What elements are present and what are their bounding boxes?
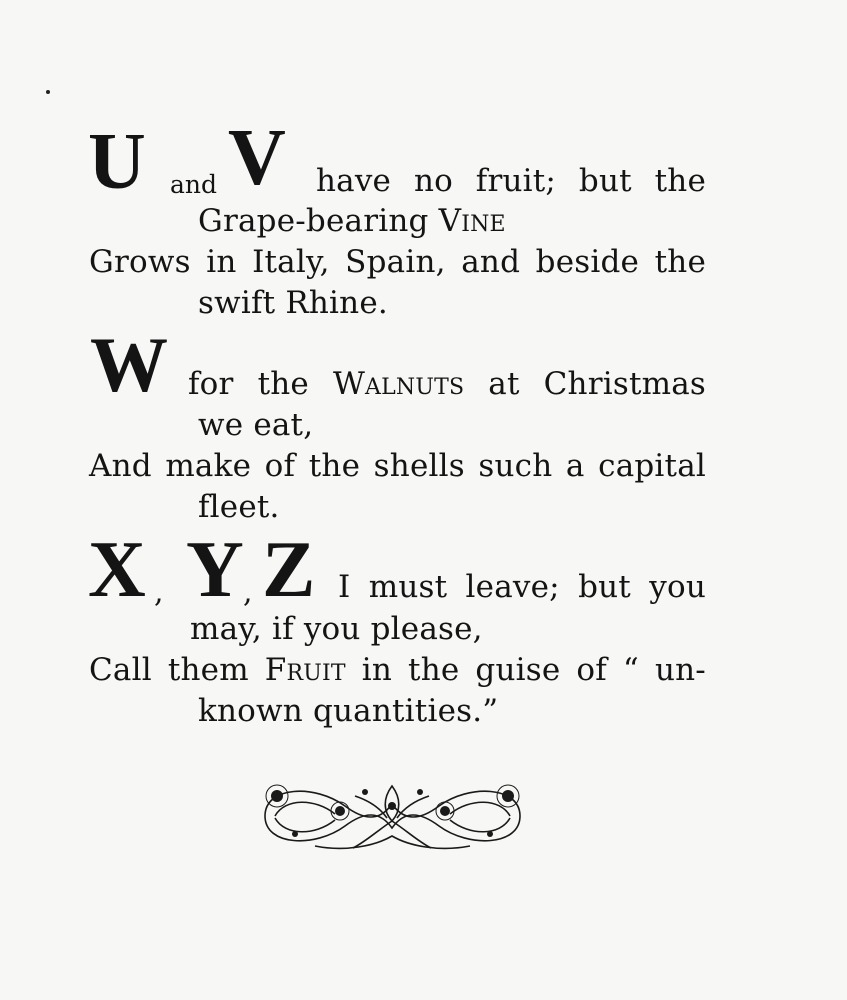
xyz-line-3 — [89, 652, 706, 688]
xyz-line-3-smallcaps: Fruit — [264, 652, 346, 688]
w-line-1 — [188, 366, 706, 402]
drop-letter-u: U — [88, 118, 146, 206]
drop-letter-y: Y — [186, 526, 244, 614]
w-line-2: we eat, — [198, 407, 314, 443]
xyz-line-3-pre: Call them — [89, 652, 249, 688]
joiner-and: and — [170, 170, 218, 199]
xyz-line-2: may, if you please, — [190, 611, 483, 647]
uv-line-2-smallcaps: Vine — [438, 203, 506, 239]
xyz-line-3-post: in the guise of “ un- — [361, 652, 706, 688]
uv-line-2-text: Grape-bearing — [198, 203, 429, 239]
comma-1: , — [154, 575, 164, 610]
w-line-1-pre: for the — [188, 366, 309, 402]
xyz-line-1: I must leave; but you — [338, 569, 706, 605]
w-line-1-post: at Christmas — [488, 366, 706, 402]
w-line-3: And make of the shells such a capital — [89, 448, 706, 484]
ink-speck — [46, 90, 50, 94]
drop-letter-x: X — [88, 526, 146, 614]
comma-2: , — [243, 575, 253, 610]
drop-letter-z: Z — [262, 526, 316, 614]
w-line-1-smallcaps: Walnuts — [332, 366, 465, 402]
uv-line-1: have no fruit; but the — [316, 163, 706, 199]
xyz-line-4: known quantities.” — [198, 693, 499, 729]
drop-letter-w: W — [90, 321, 168, 408]
drop-letter-v: V — [228, 114, 286, 202]
uv-line-4: swift Rhine. — [198, 285, 388, 321]
uv-line-2 — [198, 203, 506, 239]
w-line-4: fleet. — [198, 489, 280, 525]
floral-scroll-ornament-icon — [255, 776, 530, 856]
uv-line-3: Grows in Italy, Spain, and beside the — [89, 244, 706, 280]
